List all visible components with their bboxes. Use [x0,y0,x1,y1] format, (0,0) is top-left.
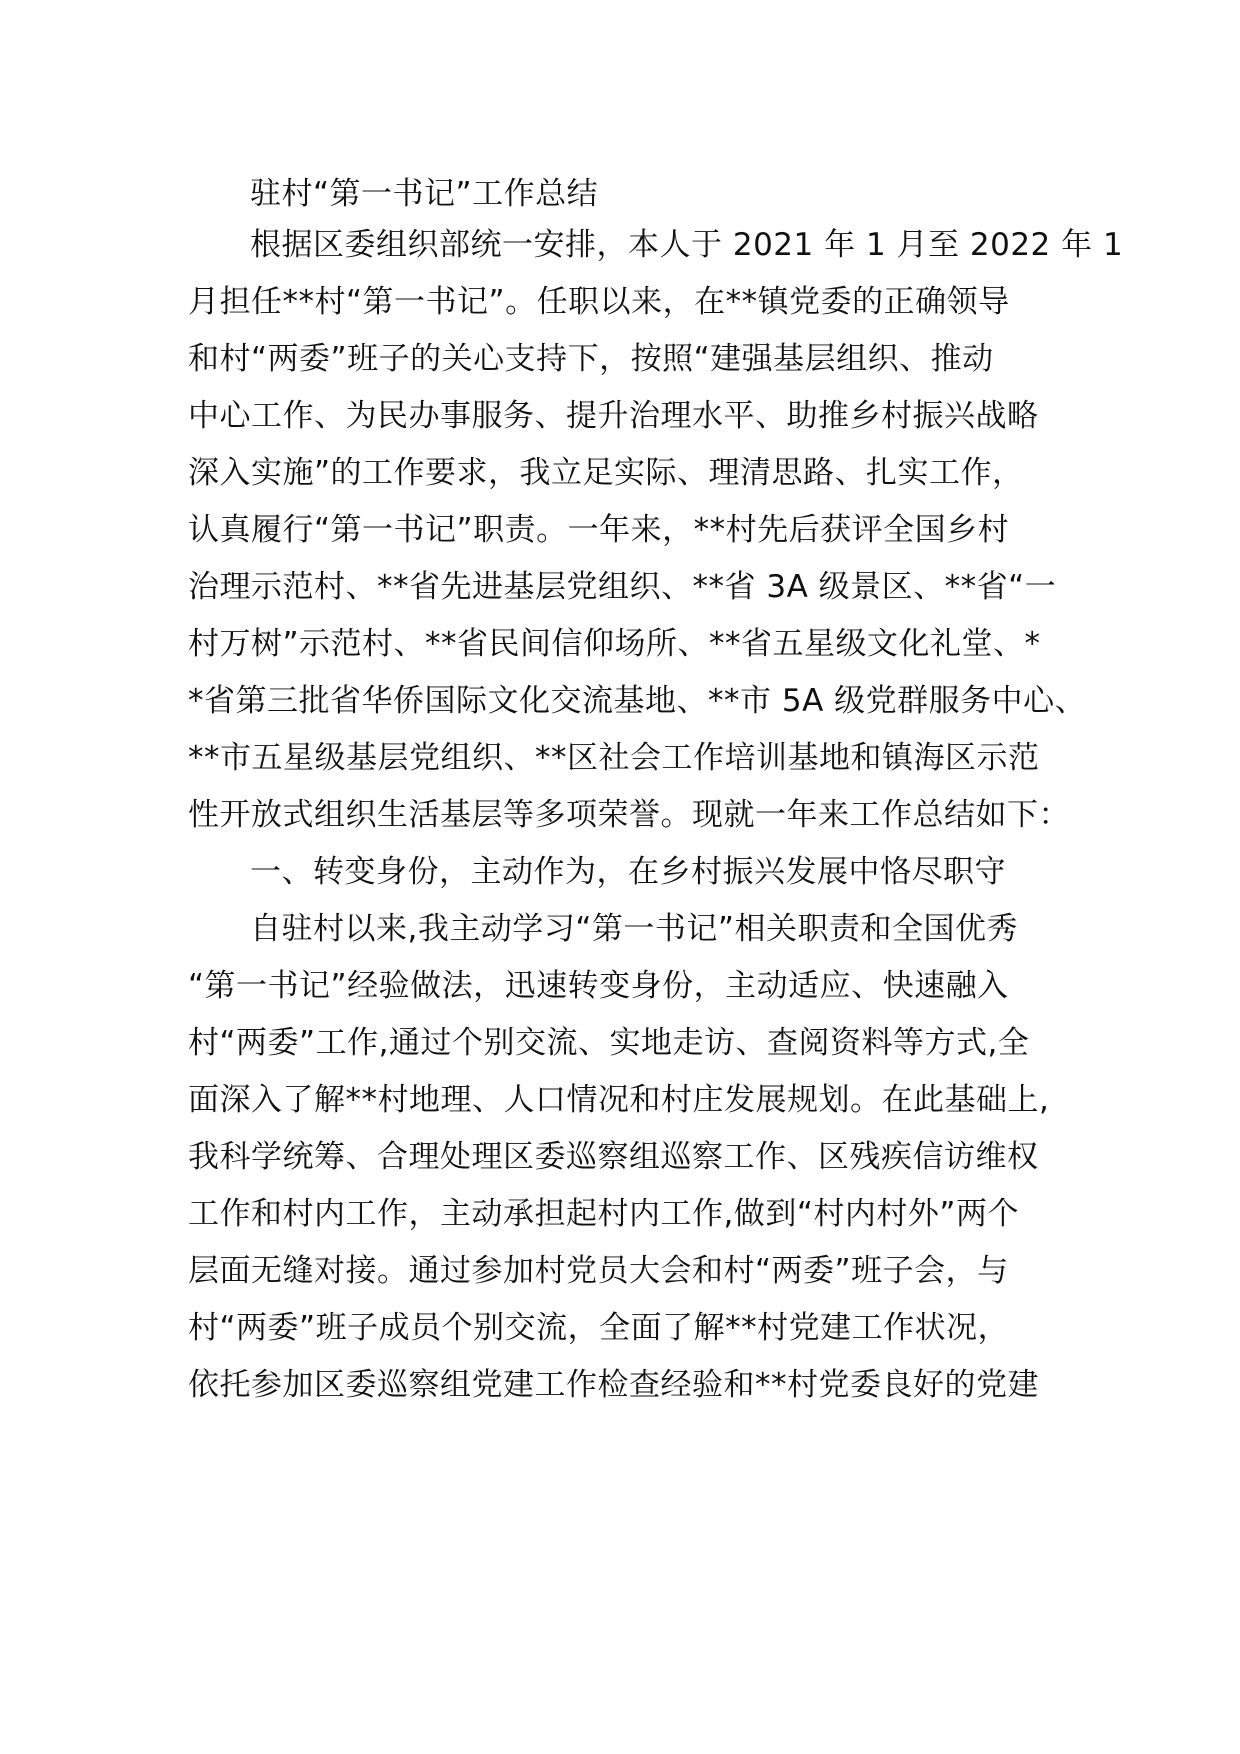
text-line: 认真履行“第一书记”职责。一年来，**村先后获评全国乡村 [188,512,1010,548]
text-line: 面深入了解**村地理、人口情况和村庄发展规划。在此基础上, [188,1082,1050,1118]
text-line: 村“两委”班子成员个别交流，全面了解**村党建工作状况， [188,1310,1010,1346]
text-line: 层面无缝对接。通过参加村党员大会和村“两委”班子会，与 [188,1253,1009,1289]
text-line: “第一书记”经验做法，迅速转变身份，主动适应、快速融入 [188,968,1009,1004]
text-line: 性开放式组织生活基层等多项荣誉。现就一年来工作总结如下： [188,797,1070,833]
text-line: 自驻村以来,我主动学习“第一书记”相关职责和全国优秀 [250,911,1018,947]
text-line: 村万树”示范村、**省民间信仰场所、**省五星级文化礼堂、* [188,626,1041,662]
text-line: **市五星级基层党组织、**区社会工作培训基地和镇海区示范 [188,740,1040,776]
text-line: *省第三批省华侨国际文化交流基地、**市 5A 级党群服务中心、 [188,683,1087,719]
text-line: 月担任**村“第一书记”。任职以来，在**镇党委的正确领导 [188,284,1010,320]
text-line: 深入实施”的工作要求，我立足实际、理清思路、扎实工作， [188,455,1024,491]
text-line: 我科学统筹、合理处理区委巡察组巡察工作、区残疾信访维权 [188,1139,1039,1175]
text-line: 依托参加区委巡察组党建工作检查经验和**村党委良好的党建 [188,1367,1039,1403]
document-title: 驻村“第一书记”工作总结 [250,176,599,212]
text-line: 根据区委组织部统一安排，本人于 2021 年 1 月至 2022 年 1 [250,227,1124,263]
section-heading: 一、转变身份，主动作为，在乡村振兴发展中恪尽职守 [250,854,1006,890]
text-line: 村“两委”工作,通过个别交流、实地走访、查阅资料等方式,全 [188,1025,1030,1061]
text-line: 工作和村内工作，主动承担起村内工作,做到“村内村外”两个 [188,1196,1019,1232]
text-line: 治理示范村、**省先进基层党组织、**省 3A 级景区、**省“一 [188,569,1057,605]
text-line: 中心工作、为民办事服务、提升治理水平、助推乡村振兴战略 [188,398,1039,434]
text-line: 和村“两委”班子的关心支持下，按照“建强基层组织、推动 [188,341,994,377]
